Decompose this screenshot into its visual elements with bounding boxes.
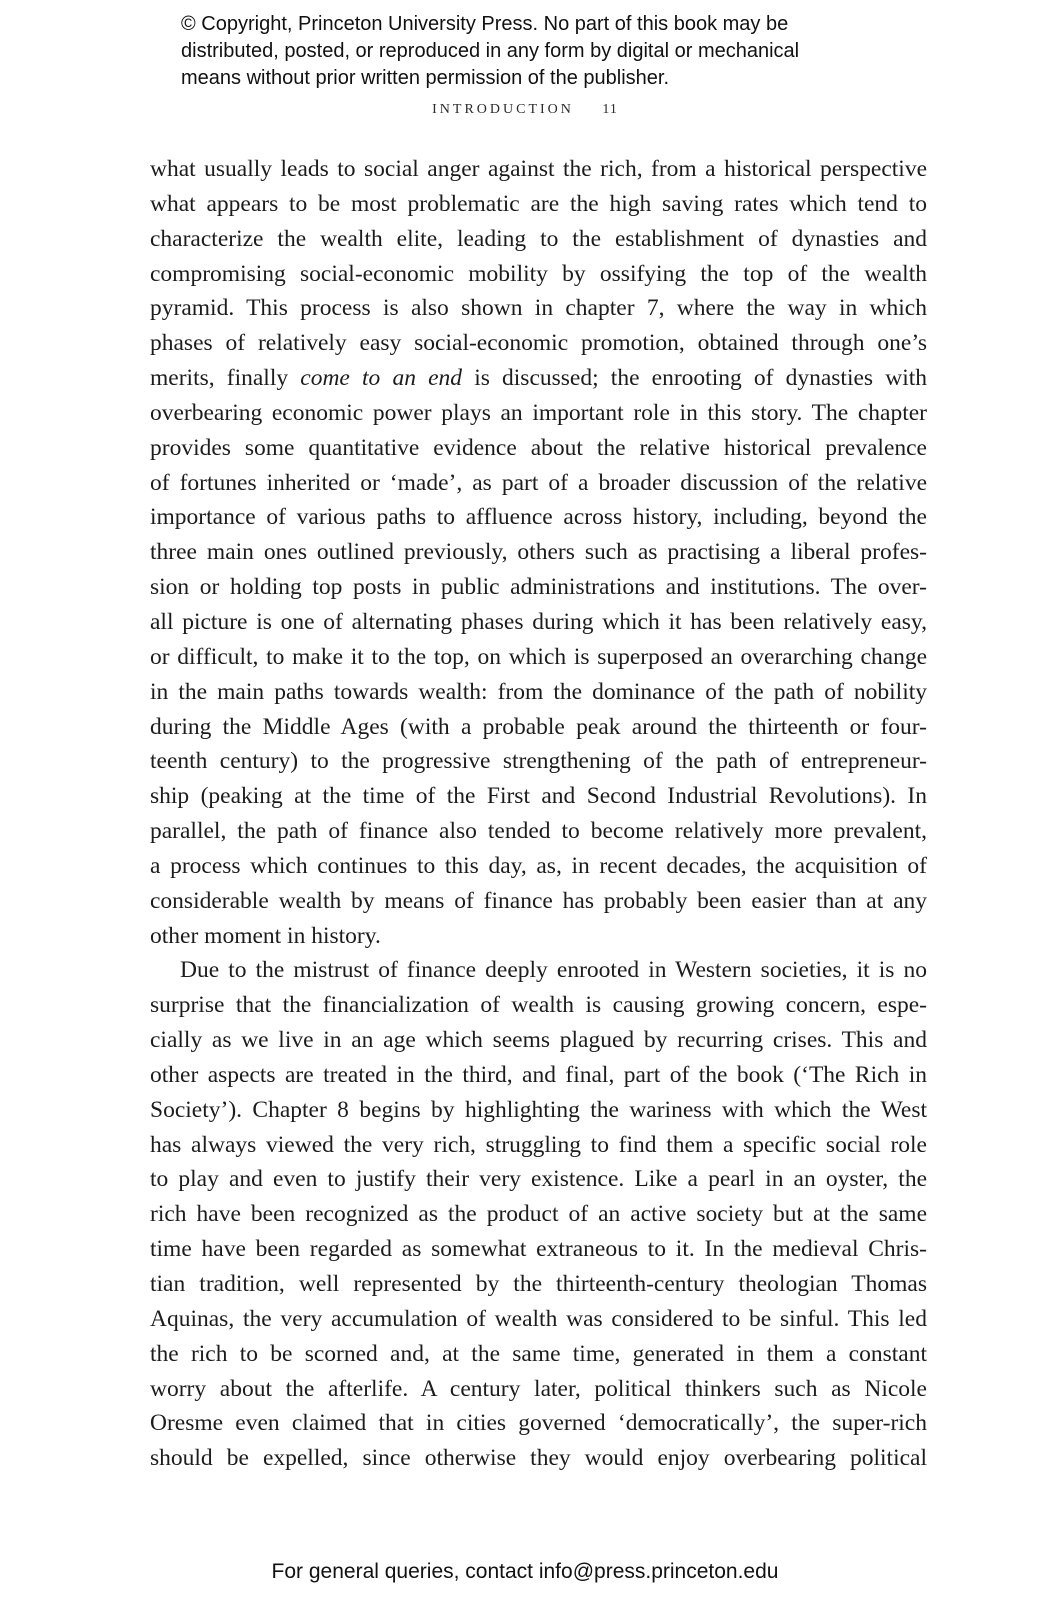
text-line: characterize the wealth elite, leading to the establishment of dynasties and <box>150 225 927 252</box>
text-line: Society’). Chapter 8 begins by highlighting the wariness with which the West <box>150 1096 927 1123</box>
text-line: provides some quantitative evidence about the relative historical prevalence <box>150 434 927 461</box>
text-line: parallel, the path of finance also tended to become relatively more prevalent, <box>150 818 927 845</box>
text-line: other moment in history. <box>150 922 381 949</box>
text-segment: is discussed; the enrooting of dynasties with <box>462 365 927 392</box>
text-line: to play and even to justify their very existence. Like a pearl in an oyster, the <box>150 1166 927 1193</box>
paragraph-1 <box>150 152 927 953</box>
text-line: other aspects are treated in the third, and final, part of the book (‘The Rich in <box>150 1061 927 1088</box>
text-line: worry about the afterlife. A century later, political thinkers such as Nicole <box>150 1375 927 1402</box>
copyright-line: distributed, posted, or reproduced in any form by digital or mechanical <box>181 40 800 62</box>
text-line: surprise that the financialization of wealth is causing growing concern, espe- <box>150 992 927 1019</box>
paragraph-2 <box>150 953 927 1476</box>
text-line: compromising social-economic mobility by ossifying the top of the wealth <box>150 260 927 287</box>
text-line: phases of relatively easy social-economic promotion, obtained through one’s <box>150 330 927 357</box>
text-line <box>150 361 927 396</box>
text-line: considerable wealth by means of finance has probably been easier than at any <box>150 887 927 914</box>
text-line: time have been regarded as somewhat extraneous to it. In the medieval Chris- <box>150 1236 927 1263</box>
page-number: 11 <box>602 102 618 117</box>
text-line: has always viewed the very rich, struggling to find them a specific social role <box>150 1131 927 1158</box>
text-line: all picture is one of alternating phases during which it has been relatively easy, <box>150 608 927 635</box>
text-line: importance of various paths to affluence across history, including, beyond the <box>150 504 927 531</box>
text-line: ship (peaking at the time of the First and Second Industrial Revolutions). In <box>150 783 927 810</box>
text-line: rich have been recognized as the product of an active society but at the same <box>150 1201 927 1228</box>
text-line: pyramid. This process is also shown in chapter 7, where the way in which <box>150 295 927 322</box>
footer-contact: For general queries, contact info@press.princeton.edu <box>271 1560 779 1583</box>
text-line: of fortunes inherited or ‘made’, as part of a broader discussion of the relative <box>150 469 927 496</box>
text-line: tian tradition, well represented by the thirteenth-century theologian Thomas <box>150 1271 927 1297</box>
copyright-notice <box>181 11 901 92</box>
text-line: three main ones outlined previously, others such as practising a liberal profes- <box>150 539 927 566</box>
italic-phrase: come to an end <box>300 365 463 392</box>
text-line: cially as we live in an age which seems plagued by recurring crises. This and <box>150 1027 927 1054</box>
text-line: or difficult, to make it to the top, on which is superposed an overarching change <box>150 643 927 670</box>
text-segment: merits, finally <box>150 365 301 392</box>
text-line: during the Middle Ages (with a probable peak around the thirteenth or four- <box>150 713 927 740</box>
chapter-title: INTRODUCTION <box>432 102 574 117</box>
running-head <box>0 102 1050 118</box>
text-line: should be expelled, since otherwise they would enjoy overbearing political <box>150 1445 927 1472</box>
text-line: Aquinas, the very accumulation of wealth was considered to be sinful. This led <box>150 1305 927 1332</box>
copyright-line: means without prior written permission of the publisher. <box>181 67 670 89</box>
copyright-line: © Copyright, Princeton University Press. No part of this book may be <box>181 13 789 35</box>
text-line: what appears to be most problematic are the high saving rates which tend to <box>150 190 927 217</box>
text-line: what usually leads to social anger against the rich, from a historical perspective <box>150 156 927 182</box>
text-line: Oresme even claimed that in cities governed ‘democratically’, the super-rich <box>150 1410 927 1437</box>
text-line: Due to the mistrust of finance deeply enrooted in Western societies, it is no <box>180 957 927 984</box>
text-line: in the main paths towards wealth: from the dominance of the path of nobility <box>150 678 927 705</box>
text-line: a process which continues to this day, as, in recent decades, the acquisition of <box>150 852 927 879</box>
text-line: the rich to be scorned and, at the same time, generated in them a constant <box>150 1340 927 1367</box>
text-line: teenth century) to the progressive strengthening of the path of entrepreneur- <box>150 748 927 775</box>
body-text <box>150 152 927 1476</box>
text-line: overbearing economic power plays an important role in this story. The chapter <box>150 399 927 426</box>
text-line: sion or holding top posts in public administrations and institutions. The over- <box>150 574 927 601</box>
